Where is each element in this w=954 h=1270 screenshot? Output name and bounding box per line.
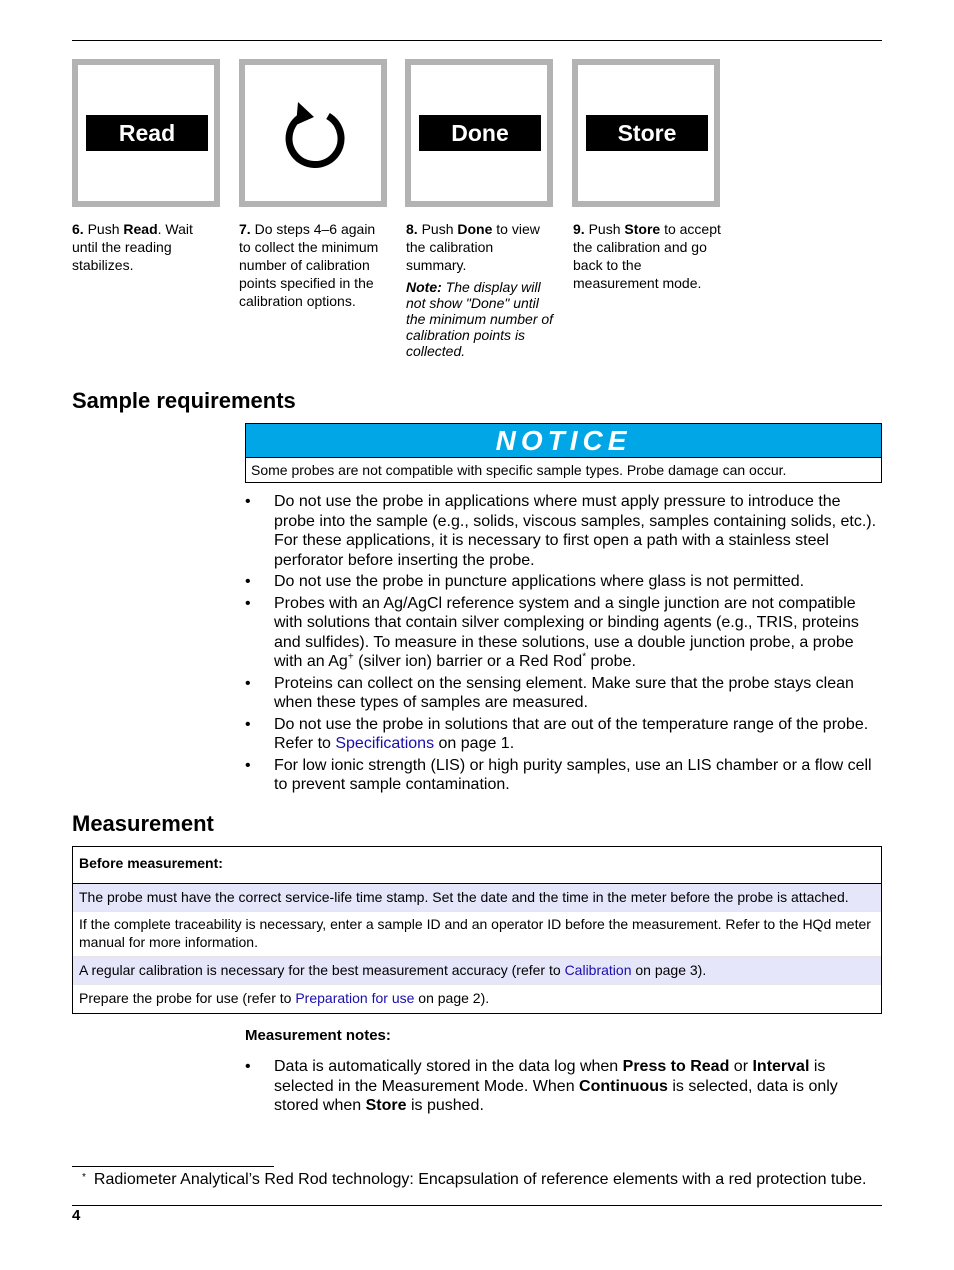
footnote-rule	[72, 1166, 274, 1167]
step7-caption: 7. Do steps 4–6 again to collect the minimum number of calibration points specified in the calibration options.	[239, 221, 379, 309]
done-button[interactable]: Done	[419, 115, 541, 151]
step9-caption: 9. Push Store to accept the calibration and go back to the measurement mode.	[573, 221, 721, 291]
list-item: • Do not use the probe in puncture applications where glass is not permitted.	[245, 573, 805, 590]
before-measurement-table	[72, 846, 882, 1014]
table-header: Before measurement:	[79, 855, 223, 871]
step6-caption: 6. Push Read. Wait until the reading stabilizes.	[72, 221, 193, 273]
step8-caption: 8. Push Done to view the calibration summary. Note: The display will not show "Done" until the minimum number of calibration points is collected.	[406, 221, 554, 359]
list-item: • Data is automatically stored in the data log when Press to Read or Interval is selected in the Measurement Mode. When Continuous is selected, data is only stored when Store is pushed.	[245, 1058, 838, 1114]
store-button[interactable]: Store	[586, 115, 708, 151]
step8-note: Note: The display will not show "Done" until the minimum number of calibration points is collected.	[406, 279, 554, 359]
notice-text: Some probes are not compatible with specific sample types. Probe damage can occur.	[251, 462, 787, 478]
table-row: Prepare the probe for use (refer to Preparation for use on page 2).	[73, 984, 881, 1013]
measurement-heading: Measurement	[72, 811, 214, 836]
sample-requirements-heading: Sample requirements	[72, 388, 296, 413]
footer-rule	[72, 1205, 882, 1206]
refresh-icon	[278, 95, 350, 175]
sample-requirements-list	[245, 492, 885, 797]
table-row: The probe must have the correct service-life time stamp. Set the date and the time in the meter before the probe is attached.	[73, 883, 881, 911]
list-item: • Probes with an Ag/AgCl reference system and a single junction are not compatible with solutions that contain silver complexing or binding agents (e.g., TRIS, proteins and sulfides). To measure in these solutions, use a double junction probe, a probe with an Ag+ (silver ion) barrier or a Red Rod* probe.	[245, 594, 859, 670]
table-row: If the complete traceability is necessary, enter a sample ID and an operator ID before the measurement. Refer to the HQd meter manual for more information.	[73, 911, 881, 956]
list-item: • Proteins can collect on the sensing element. Make sure that the probe stays clean when these types of samples are measured.	[245, 674, 854, 711]
read-button[interactable]: Read	[86, 115, 208, 151]
preparation-link[interactable]: Preparation for use	[295, 990, 415, 1006]
notice-title: NOTICE	[246, 424, 881, 458]
measurement-notes-heading: Measurement notes:	[245, 1027, 391, 1044]
page-number: 4	[72, 1207, 81, 1224]
step6-display	[72, 59, 220, 207]
notice-box	[245, 423, 882, 483]
table-row: A regular calibration is necessary for the best measurement accuracy (refer to Calibration on page 3).	[73, 956, 881, 984]
footnote: * Radiometer Analytical’s Red Rod technology: Encapsulation of reference elements with a red protection tube.	[82, 1171, 867, 1188]
step8-display	[405, 59, 553, 207]
measurement-notes-list	[245, 1057, 885, 1118]
step7-display	[239, 59, 387, 207]
specifications-link[interactable]: Specifications	[335, 735, 435, 752]
header-rule	[72, 40, 882, 41]
footnote-marker[interactable]: *	[582, 651, 587, 663]
list-item: • For low ionic strength (LIS) or high purity samples, use an LIS chamber or a flow cell to prevent sample contamination.	[245, 756, 872, 793]
list-item: • Do not use the probe in solutions that are out of the temperature range of the probe. Refer to Specifications on page 1.	[245, 715, 869, 752]
step9-display	[572, 59, 720, 207]
list-item: • Do not use the probe in applications where must apply pressure to introduce the probe into the sample (e.g., solids, viscous samples, samples containing solids, etc.). For these applications, it is necessary to first open a path with a stainless steel perforator before inserting the probe.	[245, 493, 877, 569]
calibration-link[interactable]: Calibration	[564, 962, 632, 978]
